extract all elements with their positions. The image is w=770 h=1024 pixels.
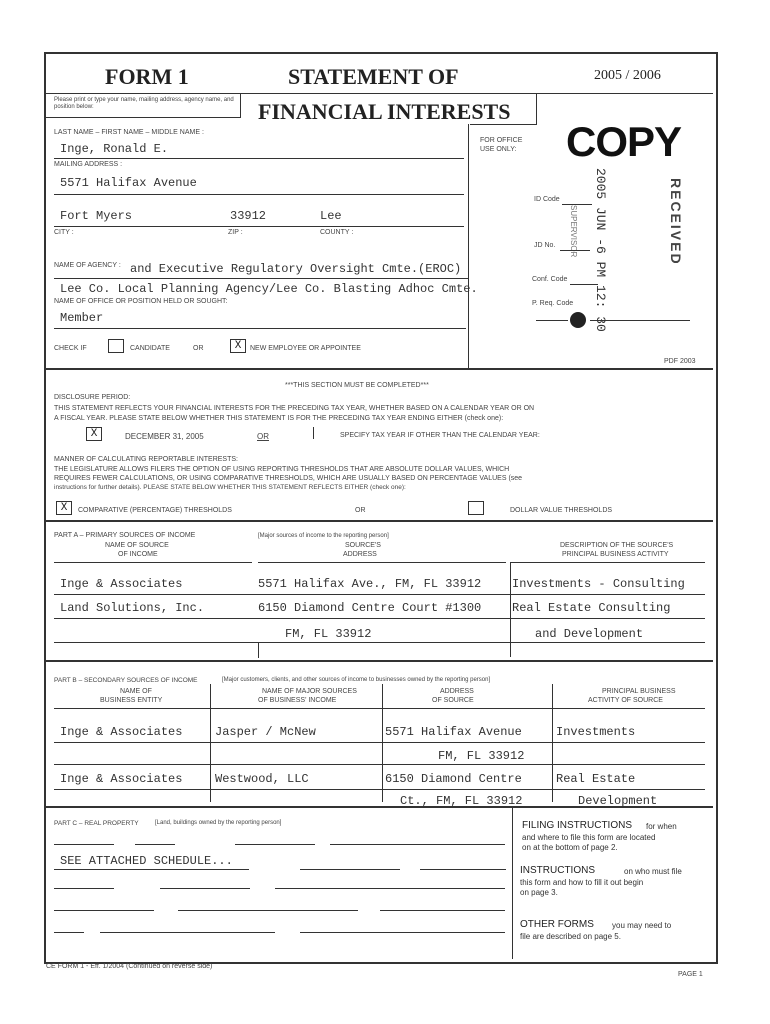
part-a-row1-activity: Investments - Consulting bbox=[512, 577, 685, 591]
instructions-title: INSTRUCTIONS bbox=[520, 865, 595, 876]
stamp-date: 2005 JUN -6 PM 12: 30 bbox=[593, 168, 608, 332]
part-b-col4-line1: PRINCIPAL BUSINESS bbox=[602, 688, 676, 695]
office-use-label-2: USE ONLY: bbox=[480, 146, 517, 153]
december-text: DECEMBER 31, 2005 bbox=[125, 432, 204, 441]
part-a-col2-line2: ADDRESS bbox=[343, 551, 377, 558]
part-b-row4-address: Ct., FM, FL 33912 bbox=[400, 794, 523, 808]
other-text-1: you may need to bbox=[612, 921, 672, 930]
specify-text: SPECIFY TAX YEAR IF OTHER THAN THE CALENDAR YEAR: bbox=[340, 432, 540, 439]
county-value: Lee bbox=[320, 209, 342, 223]
comparative-label: COMPARATIVE (PERCENTAGE) THRESHOLDS bbox=[78, 507, 232, 514]
part-c-title: PART C – REAL PROPERTY bbox=[54, 820, 139, 827]
office-use-label-1: FOR OFFICE bbox=[480, 137, 523, 144]
part-a-title: PART A – PRIMARY SOURCES OF INCOME bbox=[54, 532, 196, 539]
part-b-row4-activity: Development bbox=[578, 794, 658, 808]
filing-text-3: on at the bottom of page 2. bbox=[522, 843, 618, 852]
other-forms-title: OTHER FORMS bbox=[520, 919, 594, 930]
or-label-2: OR bbox=[355, 507, 366, 514]
form-title: FORM 1 bbox=[105, 64, 189, 89]
part-b-row2-address: FM, FL 33912 bbox=[438, 749, 525, 763]
part-b-title: PART B – SECONDARY SOURCES OF INCOME bbox=[54, 677, 198, 684]
pdf-label: PDF 2003 bbox=[664, 358, 696, 365]
part-c-entry: SEE ATTACHED SCHEDULE... bbox=[60, 854, 233, 868]
mailing-label: MAILING ADDRESS : bbox=[54, 161, 123, 168]
filing-text-2: and where to file this form are located bbox=[522, 833, 656, 842]
other-text-2: file are described on page 5. bbox=[520, 932, 621, 941]
part-a-row1-name: Inge & Associates bbox=[60, 577, 183, 591]
print-instruction: Please print or type your name, mailing address, agency name, and position below: bbox=[54, 97, 234, 110]
part-a-row2-activity: Real Estate Consulting bbox=[512, 601, 671, 615]
conf-code-label: Conf. Code bbox=[532, 276, 568, 283]
period-text-2: A FISCAL YEAR. PLEASE STATE BELOW WHETHER THIS STATEMENT IS FOR THE PRECEDING TAX YEAR ENDING EITHER (check one): bbox=[54, 415, 504, 422]
manner-text-2: REQUIRES FEWER CALCULATIONS, OR USING COMPARATIVE THRESHOLDS, WHICH ARE USUALLY BASED ON PERCENTAGE VALUES (see bbox=[54, 475, 523, 482]
copy-stamp: COPY bbox=[566, 118, 682, 165]
part-b-col1-line1: NAME OF bbox=[120, 688, 152, 695]
part-b-row1-address: 5571 Halifax Avenue bbox=[385, 725, 522, 739]
statement-title-line2: FINANCIAL INTERESTS bbox=[258, 99, 511, 124]
part-a-row2-address: 6150 Diamond Centre Court #1300 bbox=[258, 601, 482, 615]
part-b-subtitle: [Major customers, clients, and other sources of income to businesses owned by the reporting person] bbox=[222, 677, 491, 683]
dollar-label: DOLLAR VALUE THRESHOLDS bbox=[510, 507, 613, 514]
jd-no-label: JD No. bbox=[534, 242, 556, 249]
period-text-1: THIS STATEMENT REFLECTS YOUR FINANCIAL INTERESTS FOR THE PRECEDING TAX YEAR, WHETHER BASED ON A CALENDAR YEAR OR ON bbox=[54, 405, 535, 412]
stamp-received: RECEIVED bbox=[668, 178, 684, 266]
part-b-row1-source: Jasper / McNew bbox=[215, 725, 316, 739]
part-b-col3-line1: ADDRESS bbox=[440, 688, 474, 695]
p-req-code-label: P. Req. Code bbox=[532, 300, 574, 307]
name-label: LAST NAME – FIRST NAME – MIDDLE NAME : bbox=[54, 129, 204, 136]
part-b-row1-entity: Inge & Associates bbox=[60, 725, 183, 739]
dollar-checkbox[interactable] bbox=[468, 501, 484, 515]
part-a-subtitle: [Major sources of income to the reporting person] bbox=[258, 533, 389, 539]
part-b-row3-activity: Real Estate bbox=[556, 772, 636, 786]
part-b-col2-line2: OF BUSINESS' INCOME bbox=[258, 697, 337, 704]
stamp-supervisor: SUPERVISOR bbox=[569, 205, 578, 258]
instructions-text-1: on who must file bbox=[624, 867, 682, 876]
office-label: NAME OF OFFICE OR POSITION HELD OR SOUGHT: bbox=[54, 298, 228, 305]
part-c-subtitle: [Land, buildings owned by the reporting person] bbox=[155, 820, 282, 826]
part-a-col1-line2: OF INCOME bbox=[118, 551, 158, 558]
office-value: Member bbox=[60, 311, 104, 325]
part-a-col1-line1: NAME OF SOURCE bbox=[105, 542, 169, 549]
comparative-checkbox[interactable]: X bbox=[56, 501, 72, 515]
instructions-text-3: on page 3. bbox=[520, 888, 558, 897]
part-b-col1-line2: BUSINESS ENTITY bbox=[100, 697, 163, 704]
part-a-row1-address: 5571 Halifax Ave., FM, FL 33912 bbox=[258, 577, 482, 591]
agency-line1: and Executive Regulatory Oversight Cmte.(EROC) bbox=[130, 262, 462, 276]
form-years: 2005 / 2006 bbox=[594, 68, 661, 83]
zip-value: 33912 bbox=[230, 209, 267, 223]
id-code-label: ID Code bbox=[534, 196, 560, 203]
part-b-row3-entity: Inge & Associates bbox=[60, 772, 183, 786]
must-complete-notice: ***THIS SECTION MUST BE COMPLETED*** bbox=[285, 382, 429, 389]
manner-text-1: THE LEGISLATURE ALLOWS FILERS THE OPTION OF USING REPORTING THRESHOLDS THAT ARE ABSOLUTE DOLLAR VALUES, WHICH bbox=[54, 466, 510, 473]
filing-text-1: for when bbox=[646, 822, 677, 831]
part-a-row3-address: FM, FL 33912 bbox=[285, 627, 372, 641]
city-label: CITY : bbox=[54, 229, 74, 236]
city-value: Fort Myers bbox=[60, 209, 133, 223]
part-b-row3-source: Westwood, LLC bbox=[215, 772, 309, 786]
filing-instructions-title: FILING INSTRUCTIONS bbox=[522, 820, 633, 831]
part-a-row2-name: Land Solutions, Inc. bbox=[60, 601, 205, 615]
agency-label: NAME OF AGENCY : bbox=[54, 262, 121, 269]
part-a-row3-activity: and Development bbox=[535, 627, 644, 641]
candidate-label: CANDIDATE bbox=[130, 345, 170, 352]
december-checkbox[interactable]: X bbox=[86, 427, 102, 441]
manner-text-3: instructions for further details). PLEASE STATE BELOW WHETHER THIS STATEMENT REFLECTS EITHER (check one): bbox=[54, 484, 406, 491]
manner-label: MANNER OF CALCULATING REPORTABLE INTERESTS: bbox=[54, 456, 238, 463]
part-b-col3-line2: OF SOURCE bbox=[432, 697, 474, 704]
new-employee-checkbox[interactable]: X bbox=[230, 339, 246, 353]
or-text: OR bbox=[257, 432, 269, 441]
part-a-col2-line1: SOURCE'S bbox=[345, 542, 381, 549]
check-label: CHECK IF bbox=[54, 345, 87, 352]
stamp-seal-icon bbox=[570, 312, 586, 328]
part-b-row1-activity: Investments bbox=[556, 725, 636, 739]
new-employee-label: NEW EMPLOYEE OR APPOINTEE bbox=[250, 345, 361, 352]
statement-title-line1: STATEMENT OF bbox=[288, 64, 459, 89]
name-value: Inge, Ronald E. bbox=[60, 142, 169, 156]
part-a-col3-line2: PRINCIPAL BUSINESS ACTIVITY bbox=[562, 551, 669, 558]
instructions-text-2: this form and how to fill it out begin bbox=[520, 878, 644, 887]
candidate-checkbox[interactable] bbox=[108, 339, 124, 353]
county-label: COUNTY : bbox=[320, 229, 354, 236]
or-label: OR bbox=[193, 345, 204, 352]
disclosure-period-label: DISCLOSURE PERIOD: bbox=[54, 394, 131, 401]
zip-label: ZIP : bbox=[228, 229, 243, 236]
part-b-col2-line1: NAME OF MAJOR SOURCES bbox=[262, 688, 357, 695]
footer-left: CE FORM 1 - Eff. 1/2004 (Continued on reverse side) bbox=[46, 963, 213, 970]
part-b-col4-line2: ACTIVITY OF SOURCE bbox=[588, 697, 663, 704]
part-a-col3-line1: DESCRIPTION OF THE SOURCE'S bbox=[560, 542, 674, 549]
part-b-row3-address: 6150 Diamond Centre bbox=[385, 772, 522, 786]
footer-page: PAGE 1 bbox=[678, 971, 703, 978]
agency-line2: Lee Co. Local Planning Agency/Lee Co. Blasting Adhoc Cmte. bbox=[60, 282, 478, 296]
mailing-value: 5571 Halifax Avenue bbox=[60, 176, 197, 190]
